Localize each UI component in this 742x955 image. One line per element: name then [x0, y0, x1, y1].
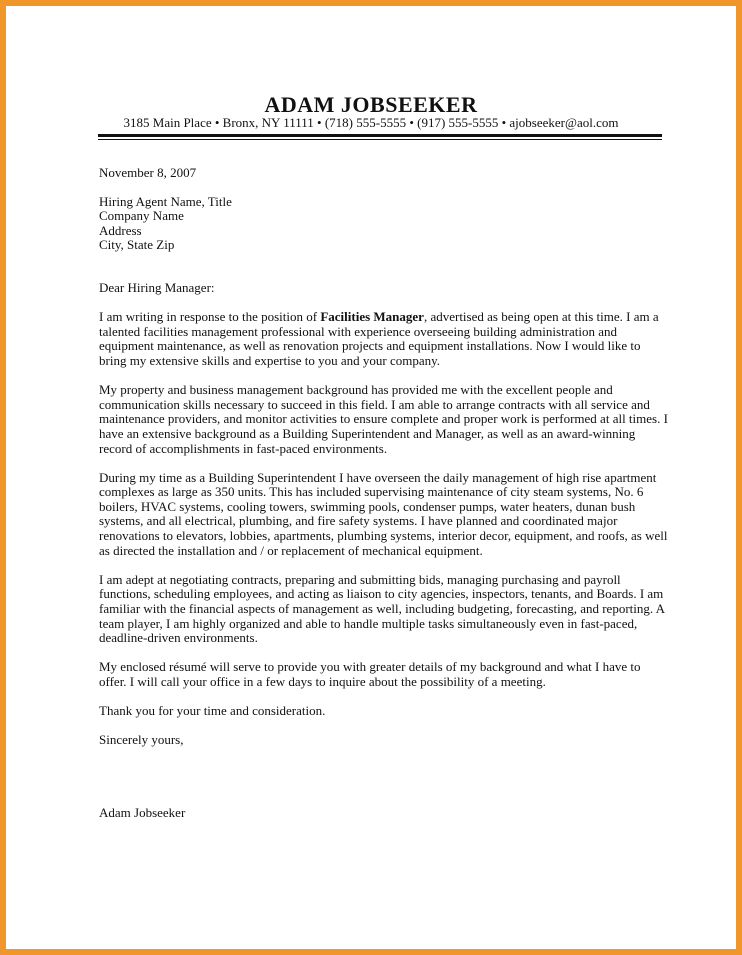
header-rule-thin [98, 139, 662, 140]
contact-line: 3185 Main Place • Bronx, NY 11111 • (718) 555-5555 • (917) 555-5555 • ajobseeker@aol.com [123, 115, 619, 130]
intro-text-before: I am writing in response to the position of [99, 309, 321, 325]
body-paragraph: My property and business management background has provided me with the excellent people and communication skills necessary to succeed in this field. I am able to arrange contracts with all service and maintenance providers, and monitor activities to ensure complete and proper work is performed at all times. I have an extensive background as a Building Superintendent and Manager, as well as an award-winning record of accomplishments in fast-paced environments. [99, 382, 668, 456]
recipient-line: City, State Zip [99, 237, 175, 253]
recipient-line: Company Name [99, 208, 184, 224]
body-paragraph: My enclosed résumé will serve to provide you with greater details of my background and what I have to offer. I will call your office in a few days to inquire about the possibility of a meeting. [99, 659, 641, 689]
body-paragraph: I am adept at negotiating contracts, preparing and submitting bids, managing purchasing and payroll functions, scheduling employees, and acting as liaison to city agencies, inspectors, tenants, and Boards. I am familiar with the financial aspects of management as well, including budgeting, forecasting, and reporting. A team player, I am highly organized and able to handle multiple tasks simultaneously even in fast-paced, deadline-driven environments. [99, 571, 665, 646]
recipient-address [99, 195, 669, 253]
salutation: Dear Hiring Manager: [99, 279, 215, 295]
position-title: Facilities Manager [320, 309, 424, 325]
recipient-line: Hiring Agent Name, Title [99, 193, 232, 209]
recipient-line: Address [99, 222, 142, 238]
closing: Sincerely yours, [99, 732, 184, 748]
letter-date: November 8, 2007 [99, 165, 197, 180]
intro-text-after: , advertised as being open at this time. I am a talented facilities management professional with experience overseeing building administration and equipment maintenance, as well as renovation projects and equipment installations. Now I would like to bring my extensive skills and expertise to you and your company. [99, 309, 659, 368]
letter-body [99, 166, 669, 821]
intro-paragraph [99, 310, 669, 368]
thank-you-line: Thank you for your time and consideration. [99, 703, 326, 719]
body-paragraph: During my time as a Building Superintendent I have overseen the daily management of high rise apartment complexes as large as 350 units. This has included supervising maintenance of city steam systems, No. 6 boilers, HVAC systems, cooling towers, swimming pools, condenser pumps, water heaters, dunan bush systems, and all electrical, plumbing, and fire safety systems. I have planned and coordinated major renovations to elevators, lobbies, apartments, plumbing systems, interior decor, equipment, and roofs, as well as directed the installation and / or replacement of mechanical equipment. [99, 469, 668, 558]
signature-name: Adam Jobseeker [99, 804, 186, 820]
signature-space [99, 748, 669, 806]
header-rule-thick [98, 134, 662, 137]
letter-page [12, 12, 730, 943]
applicant-name: ADAM JOBSEEKER [264, 92, 478, 117]
